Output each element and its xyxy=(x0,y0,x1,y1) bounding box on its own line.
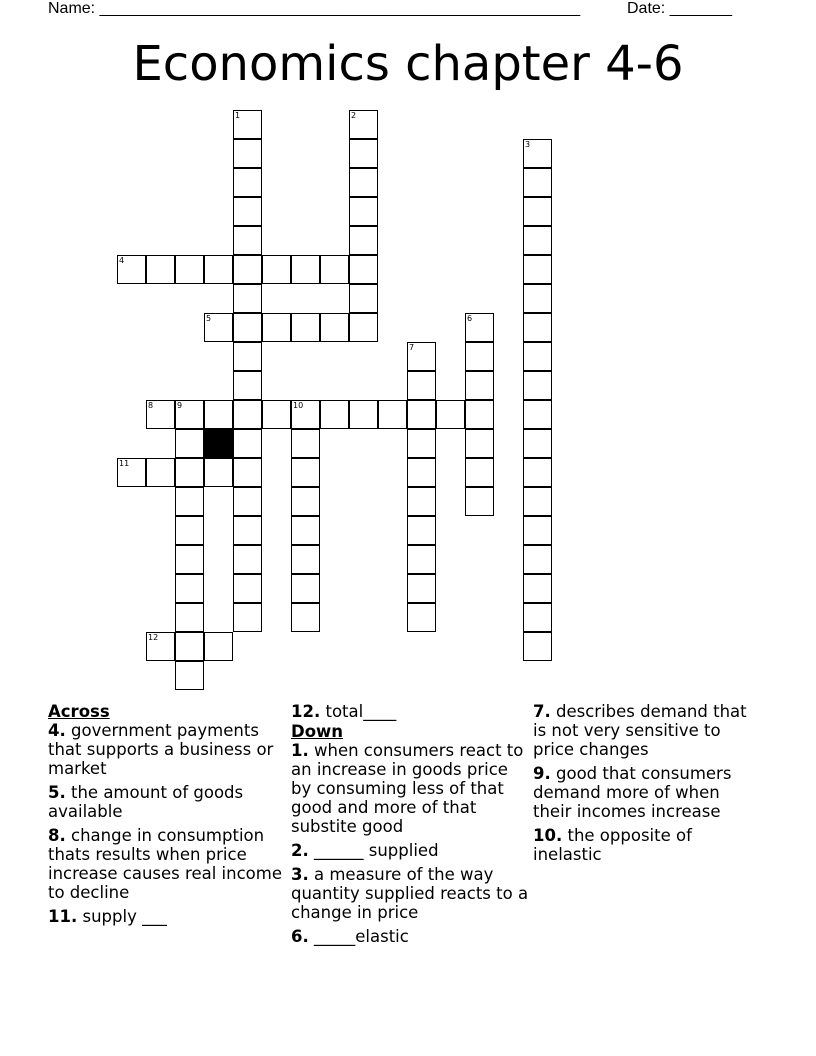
clue-text: total____ xyxy=(325,702,397,721)
across-clues-column xyxy=(48,702,283,931)
grid-cell[interactable] xyxy=(378,400,407,429)
grid-cell[interactable] xyxy=(204,400,233,429)
grid-cell[interactable] xyxy=(523,197,552,226)
clue-number: 7. xyxy=(533,702,551,721)
down-clue-1 xyxy=(291,741,531,836)
grid-cell[interactable] xyxy=(465,400,494,429)
grid-cell[interactable] xyxy=(465,313,494,342)
across-clue-4 xyxy=(48,721,283,778)
grid-cell[interactable] xyxy=(175,632,204,661)
cell-number: 9 xyxy=(177,401,183,410)
clue-text: describes demand that is not very sensitive to price changes xyxy=(533,702,747,759)
grid-cell[interactable] xyxy=(407,603,436,632)
grid-cell[interactable] xyxy=(233,429,262,458)
clue-text: ______ supplied xyxy=(314,841,439,860)
grid-cell[interactable] xyxy=(407,429,436,458)
clue-number: 8. xyxy=(48,826,66,845)
grid-cell[interactable] xyxy=(146,255,175,284)
grid-cell[interactable] xyxy=(233,603,262,632)
grid-cell[interactable] xyxy=(175,661,204,690)
grid-cell[interactable] xyxy=(262,255,291,284)
cell-number: 5 xyxy=(206,314,212,323)
clue-text: _____elastic xyxy=(314,927,409,946)
clue-text: the amount of goods available xyxy=(48,783,244,821)
clue-text: when consumers react to an increase in goods price by consuming less of that good and more of that substite good xyxy=(291,741,524,836)
grid-cell[interactable] xyxy=(465,342,494,371)
cell-number: 10 xyxy=(293,401,304,410)
grid-cell[interactable] xyxy=(320,255,349,284)
grid-cell[interactable] xyxy=(349,255,378,284)
grid-cell[interactable] xyxy=(523,226,552,255)
grid-cell[interactable] xyxy=(523,400,552,429)
grid-cell[interactable] xyxy=(291,516,320,545)
grid-cell[interactable] xyxy=(407,342,436,371)
grid-cell[interactable] xyxy=(465,487,494,516)
clue-number: 1. xyxy=(291,741,309,760)
cell-number: 12 xyxy=(148,633,159,642)
down-clue-7 xyxy=(533,702,763,759)
clue-text: a measure of the way quantity supplied reacts to a change in price xyxy=(291,865,529,922)
grid-cell[interactable] xyxy=(233,516,262,545)
grid-cell[interactable] xyxy=(233,255,262,284)
grid-cell[interactable] xyxy=(233,139,262,168)
cell-number: 11 xyxy=(119,459,130,468)
grid-cell[interactable] xyxy=(175,458,204,487)
grid-cell[interactable] xyxy=(523,139,552,168)
grid-cell[interactable] xyxy=(233,197,262,226)
grid-cell[interactable] xyxy=(291,574,320,603)
grid-cell[interactable] xyxy=(407,487,436,516)
grid-cell[interactable] xyxy=(291,400,320,429)
grid-cell[interactable] xyxy=(233,110,262,139)
cell-number: 2 xyxy=(351,111,357,120)
grid-cell[interactable] xyxy=(233,226,262,255)
grid-cell[interactable] xyxy=(407,400,436,429)
grid-cell[interactable] xyxy=(349,139,378,168)
down-clue-10 xyxy=(533,826,763,864)
grid-cell[interactable] xyxy=(523,603,552,632)
clue-number: 3. xyxy=(291,865,309,884)
across-heading: Across xyxy=(48,702,110,721)
grid-cell[interactable] xyxy=(436,400,465,429)
grid-cell[interactable] xyxy=(175,574,204,603)
grid-cell[interactable] xyxy=(465,371,494,400)
clue-number: 2. xyxy=(291,841,309,860)
grid-cell[interactable] xyxy=(175,516,204,545)
clue-text: supply ___ xyxy=(82,907,167,926)
page-title: Economics chapter 4-6 xyxy=(132,36,684,92)
grid-cell[interactable] xyxy=(407,371,436,400)
grid-cell[interactable] xyxy=(291,255,320,284)
right-clues-column xyxy=(533,702,763,869)
grid-cell[interactable] xyxy=(523,168,552,197)
grid-cell[interactable] xyxy=(349,313,378,342)
grid-cell[interactable] xyxy=(175,487,204,516)
grid-cell[interactable] xyxy=(204,313,233,342)
clue-text: good that consumers demand more of when their incomes increase xyxy=(533,764,732,821)
down-clue-3 xyxy=(291,865,531,922)
grid-cell[interactable] xyxy=(407,458,436,487)
grid-cell[interactable] xyxy=(233,545,262,574)
date-field-label[interactable]: Date: _______ xyxy=(627,0,732,17)
across-clue-11 xyxy=(48,907,283,926)
grid-cell[interactable] xyxy=(523,632,552,661)
grid-cell[interactable] xyxy=(146,632,175,661)
clue-number: 4. xyxy=(48,721,66,740)
across-clue-12 xyxy=(291,702,531,721)
grid-cell[interactable] xyxy=(204,458,233,487)
clue-text: the opposite of inelastic xyxy=(533,826,692,864)
grid-cell[interactable] xyxy=(175,603,204,632)
grid-cell[interactable] xyxy=(349,168,378,197)
grid-cell[interactable] xyxy=(349,110,378,139)
grid-cell[interactable] xyxy=(233,400,262,429)
cell-number: 6 xyxy=(467,314,473,323)
grid-cell[interactable] xyxy=(204,255,233,284)
clue-number: 5. xyxy=(48,783,66,802)
grid-cell[interactable] xyxy=(523,313,552,342)
grid-cell[interactable] xyxy=(233,342,262,371)
grid-cell[interactable] xyxy=(349,400,378,429)
clue-number: 10. xyxy=(533,826,563,845)
cell-number: 4 xyxy=(119,256,125,265)
clue-number: 9. xyxy=(533,764,551,783)
grid-cell[interactable] xyxy=(523,429,552,458)
grid-cell[interactable] xyxy=(349,226,378,255)
grid-cell[interactable] xyxy=(523,516,552,545)
cell-number: 8 xyxy=(148,401,154,410)
grid-cell[interactable] xyxy=(233,458,262,487)
across-clue-5 xyxy=(48,783,283,821)
grid-cell[interactable] xyxy=(233,574,262,603)
down-clue-9 xyxy=(533,764,763,821)
grid-cell[interactable] xyxy=(291,458,320,487)
grid-cell[interactable] xyxy=(349,197,378,226)
clue-number: 11. xyxy=(48,907,78,926)
grid-cell[interactable] xyxy=(523,342,552,371)
clue-number: 12. xyxy=(291,702,321,721)
grid-cell[interactable] xyxy=(233,371,262,400)
clue-number: 6. xyxy=(291,927,309,946)
grid-cell[interactable] xyxy=(175,400,204,429)
blocked-cell xyxy=(204,429,233,458)
grid-cell[interactable] xyxy=(291,545,320,574)
grid-cell[interactable] xyxy=(523,487,552,516)
grid-cell[interactable] xyxy=(523,284,552,313)
grid-cell[interactable] xyxy=(146,458,175,487)
grid-cell[interactable] xyxy=(175,429,204,458)
grid-cell[interactable] xyxy=(349,284,378,313)
cell-number: 7 xyxy=(409,343,415,352)
grid-cell[interactable] xyxy=(320,313,349,342)
grid-cell[interactable] xyxy=(407,516,436,545)
clue-text: change in consumption thats results when price increase causes real income to decline xyxy=(48,826,282,902)
grid-cell[interactable] xyxy=(291,313,320,342)
grid-cell[interactable] xyxy=(291,487,320,516)
down-heading: Down xyxy=(291,722,344,741)
grid-cell[interactable] xyxy=(465,458,494,487)
cell-number: 1 xyxy=(235,111,241,120)
grid-cell[interactable] xyxy=(262,313,291,342)
grid-cell[interactable] xyxy=(146,400,175,429)
grid-cell[interactable] xyxy=(204,632,233,661)
middle-clues-column xyxy=(291,702,531,951)
name-field-label[interactable]: Name: ______________________________________________________ xyxy=(48,0,581,17)
grid-cell[interactable] xyxy=(523,371,552,400)
grid-cell[interactable] xyxy=(117,458,146,487)
grid-cell[interactable] xyxy=(523,545,552,574)
cell-number: 3 xyxy=(525,140,531,149)
grid-cell[interactable] xyxy=(233,487,262,516)
clue-text: government payments that supports a business or market xyxy=(48,721,274,778)
grid-cell[interactable] xyxy=(320,400,349,429)
grid-cell[interactable] xyxy=(523,574,552,603)
grid-cell[interactable] xyxy=(175,545,204,574)
grid-cell[interactable] xyxy=(407,545,436,574)
grid-cell[interactable] xyxy=(523,255,552,284)
grid-cell[interactable] xyxy=(262,400,291,429)
grid-cell[interactable] xyxy=(175,255,204,284)
grid-cell[interactable] xyxy=(233,284,262,313)
grid-cell[interactable] xyxy=(291,603,320,632)
grid-cell[interactable] xyxy=(407,574,436,603)
grid-cell[interactable] xyxy=(523,458,552,487)
grid-cell[interactable] xyxy=(233,313,262,342)
down-clue-2 xyxy=(291,841,531,860)
across-clue-8 xyxy=(48,826,283,902)
grid-cell[interactable] xyxy=(291,429,320,458)
grid-cell[interactable] xyxy=(117,255,146,284)
grid-cell[interactable] xyxy=(465,429,494,458)
down-clue-6 xyxy=(291,927,531,946)
grid-cell[interactable] xyxy=(233,168,262,197)
